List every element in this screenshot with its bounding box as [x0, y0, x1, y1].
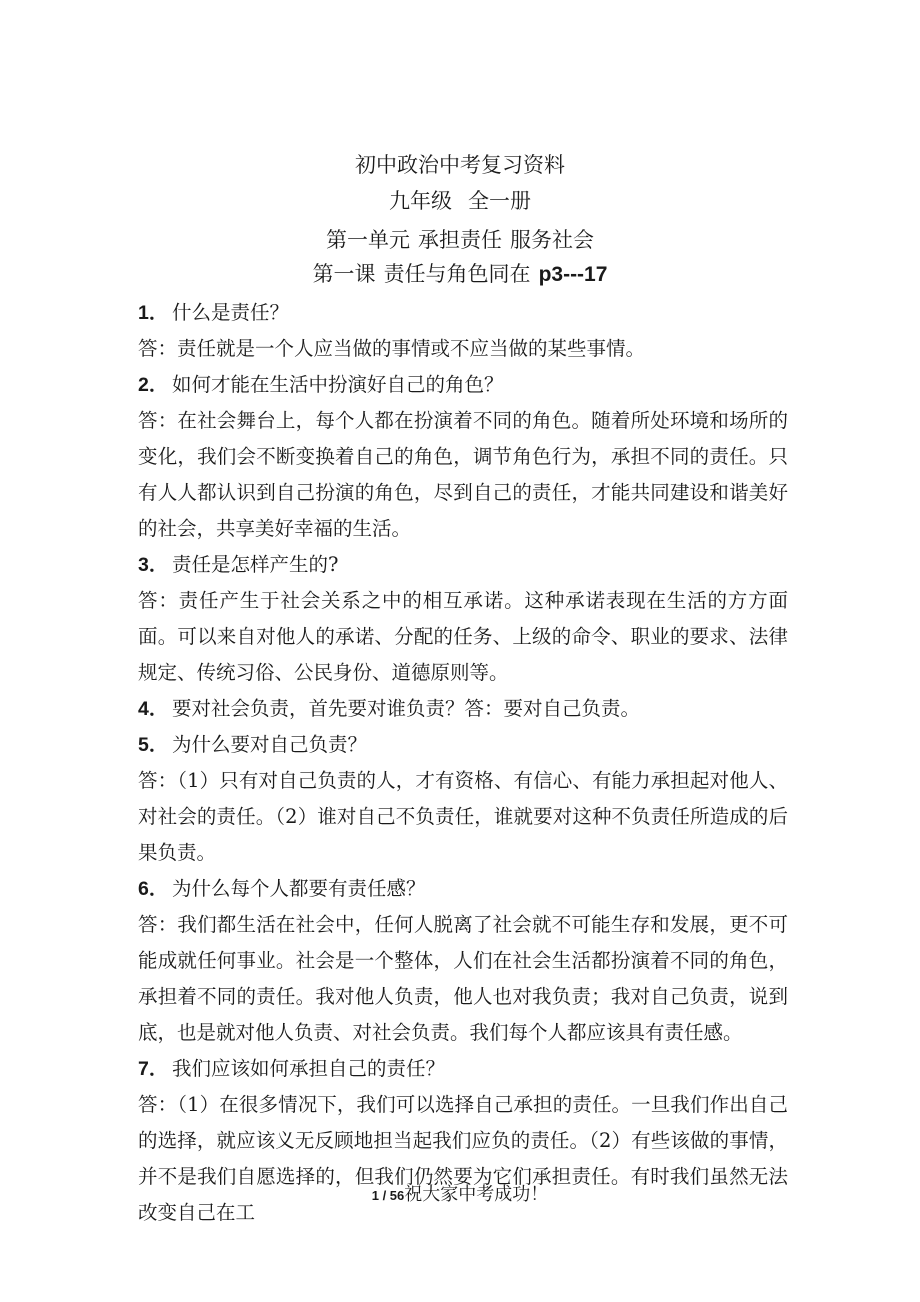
grade-volume-line [0, 186, 920, 216]
answer-text: 答：在社会舞台上，每个人都在扮演着不同的角色。随着所处环境和场所的变化，我们会不断变换着自己的角色，调节角色行为，承担不同的责任。只有人人都认识到自己扮演的角色，尽到自己的责任，才能共同建设和谐美好的社会，共享美好幸福的生活。 [138, 409, 788, 540]
qa-item [138, 691, 788, 727]
lesson-number: 第一课 [312, 262, 376, 286]
qa-item [138, 727, 788, 871]
question-text: 为什么每个人都要有责任感？ [172, 877, 426, 900]
question [138, 547, 788, 583]
answer-text: 答：责任产生于社会关系之中的相互承诺。这种承诺表现在生活的方方面面。可以来自对他人的承诺、分配的任务、上级的命令、职业的要求、法律规定、传统习俗、公民身份、道德原则等。 [138, 589, 788, 684]
answer [138, 583, 788, 691]
answer [138, 763, 788, 871]
question [138, 1051, 788, 1087]
volume-label: 全一册 [468, 189, 531, 213]
question-number: 2． [138, 374, 169, 396]
lesson-title: 责任与角色同在 [383, 262, 531, 286]
lesson-pages: p3---17 [538, 263, 608, 286]
answer [138, 403, 788, 547]
answer [138, 907, 788, 1051]
page-footer [0, 1181, 920, 1210]
question [138, 691, 788, 727]
qa-item [138, 547, 788, 691]
page-number: 1 / 56 [371, 1188, 405, 1203]
question-text: 我们应该如何承担自己的责任？ [172, 1057, 446, 1080]
answer-text: 答：（1）在很多情况下，我们可以选择自己承担的责任。一旦我们作出自己的选择，就应该义无反顾地担当起我们应负的责任。（2）有些该做的事情，并不是我们自愿选择的，但我们仍然要为它们承担责任。有时我们虽然无法改变自己在工 [138, 1093, 788, 1224]
question-text: 责任是怎样产生的? [172, 553, 339, 576]
question-number: 1． [138, 302, 169, 324]
question-number: 7． [138, 1058, 169, 1080]
unit-number: 第一单元 [326, 228, 410, 252]
lesson-heading [0, 259, 920, 290]
footer-slogan: 祝大家中考成功！ [404, 1184, 549, 1205]
document-title: 初中政治中考复习资料 [355, 153, 565, 177]
question-text: 要对社会负责，首先要对谁负责？答：要对自己负责。 [172, 697, 641, 720]
qa-list [138, 295, 788, 1231]
question-number: 6． [138, 878, 169, 900]
qa-item [138, 871, 788, 1051]
answer [138, 331, 788, 367]
answer-text: 答：责任就是一个人应当做的事情或不应当做的某些事情。 [138, 337, 646, 360]
question [138, 727, 788, 763]
grade-label: 九年级 [389, 189, 452, 213]
answer-text: 答：（1）只有对自己负责的人，才有资格、有信心、有能力承担起对他人、对社会的责任。（2）谁对自己不负责任，谁就要对这种不负责任所造成的后果负责。 [138, 769, 788, 864]
unit-title-part-b: 服务社会 [510, 228, 594, 252]
question [138, 295, 788, 331]
unit-heading [0, 225, 920, 255]
question-number: 5． [138, 734, 169, 756]
question-text: 为什么要对自己负责？ [172, 733, 368, 756]
qa-item [138, 367, 788, 547]
question-text: 如何才能在生活中扮演好自己的角色？ [172, 373, 504, 396]
unit-title-part-a: 承担责任 [418, 228, 502, 252]
question-number: 3． [138, 554, 169, 576]
answer-text: 答：我们都生活在社会中，任何人脱离了社会就不可能生存和发展，更不可能成就任何事业。社会是一个整体，人们在社会生活都扮演着不同的角色，承担着不同的责任。我对他人负责，他人也对我负责；我对自己负责，说到底，也是就对他人负责、对社会负责。我们每个人都应该具有责任感。 [138, 913, 788, 1044]
question-number: 4． [138, 698, 169, 720]
question [138, 871, 788, 907]
question-text: 什么是责任？ [172, 301, 290, 324]
question [138, 367, 788, 403]
qa-item [138, 295, 788, 367]
